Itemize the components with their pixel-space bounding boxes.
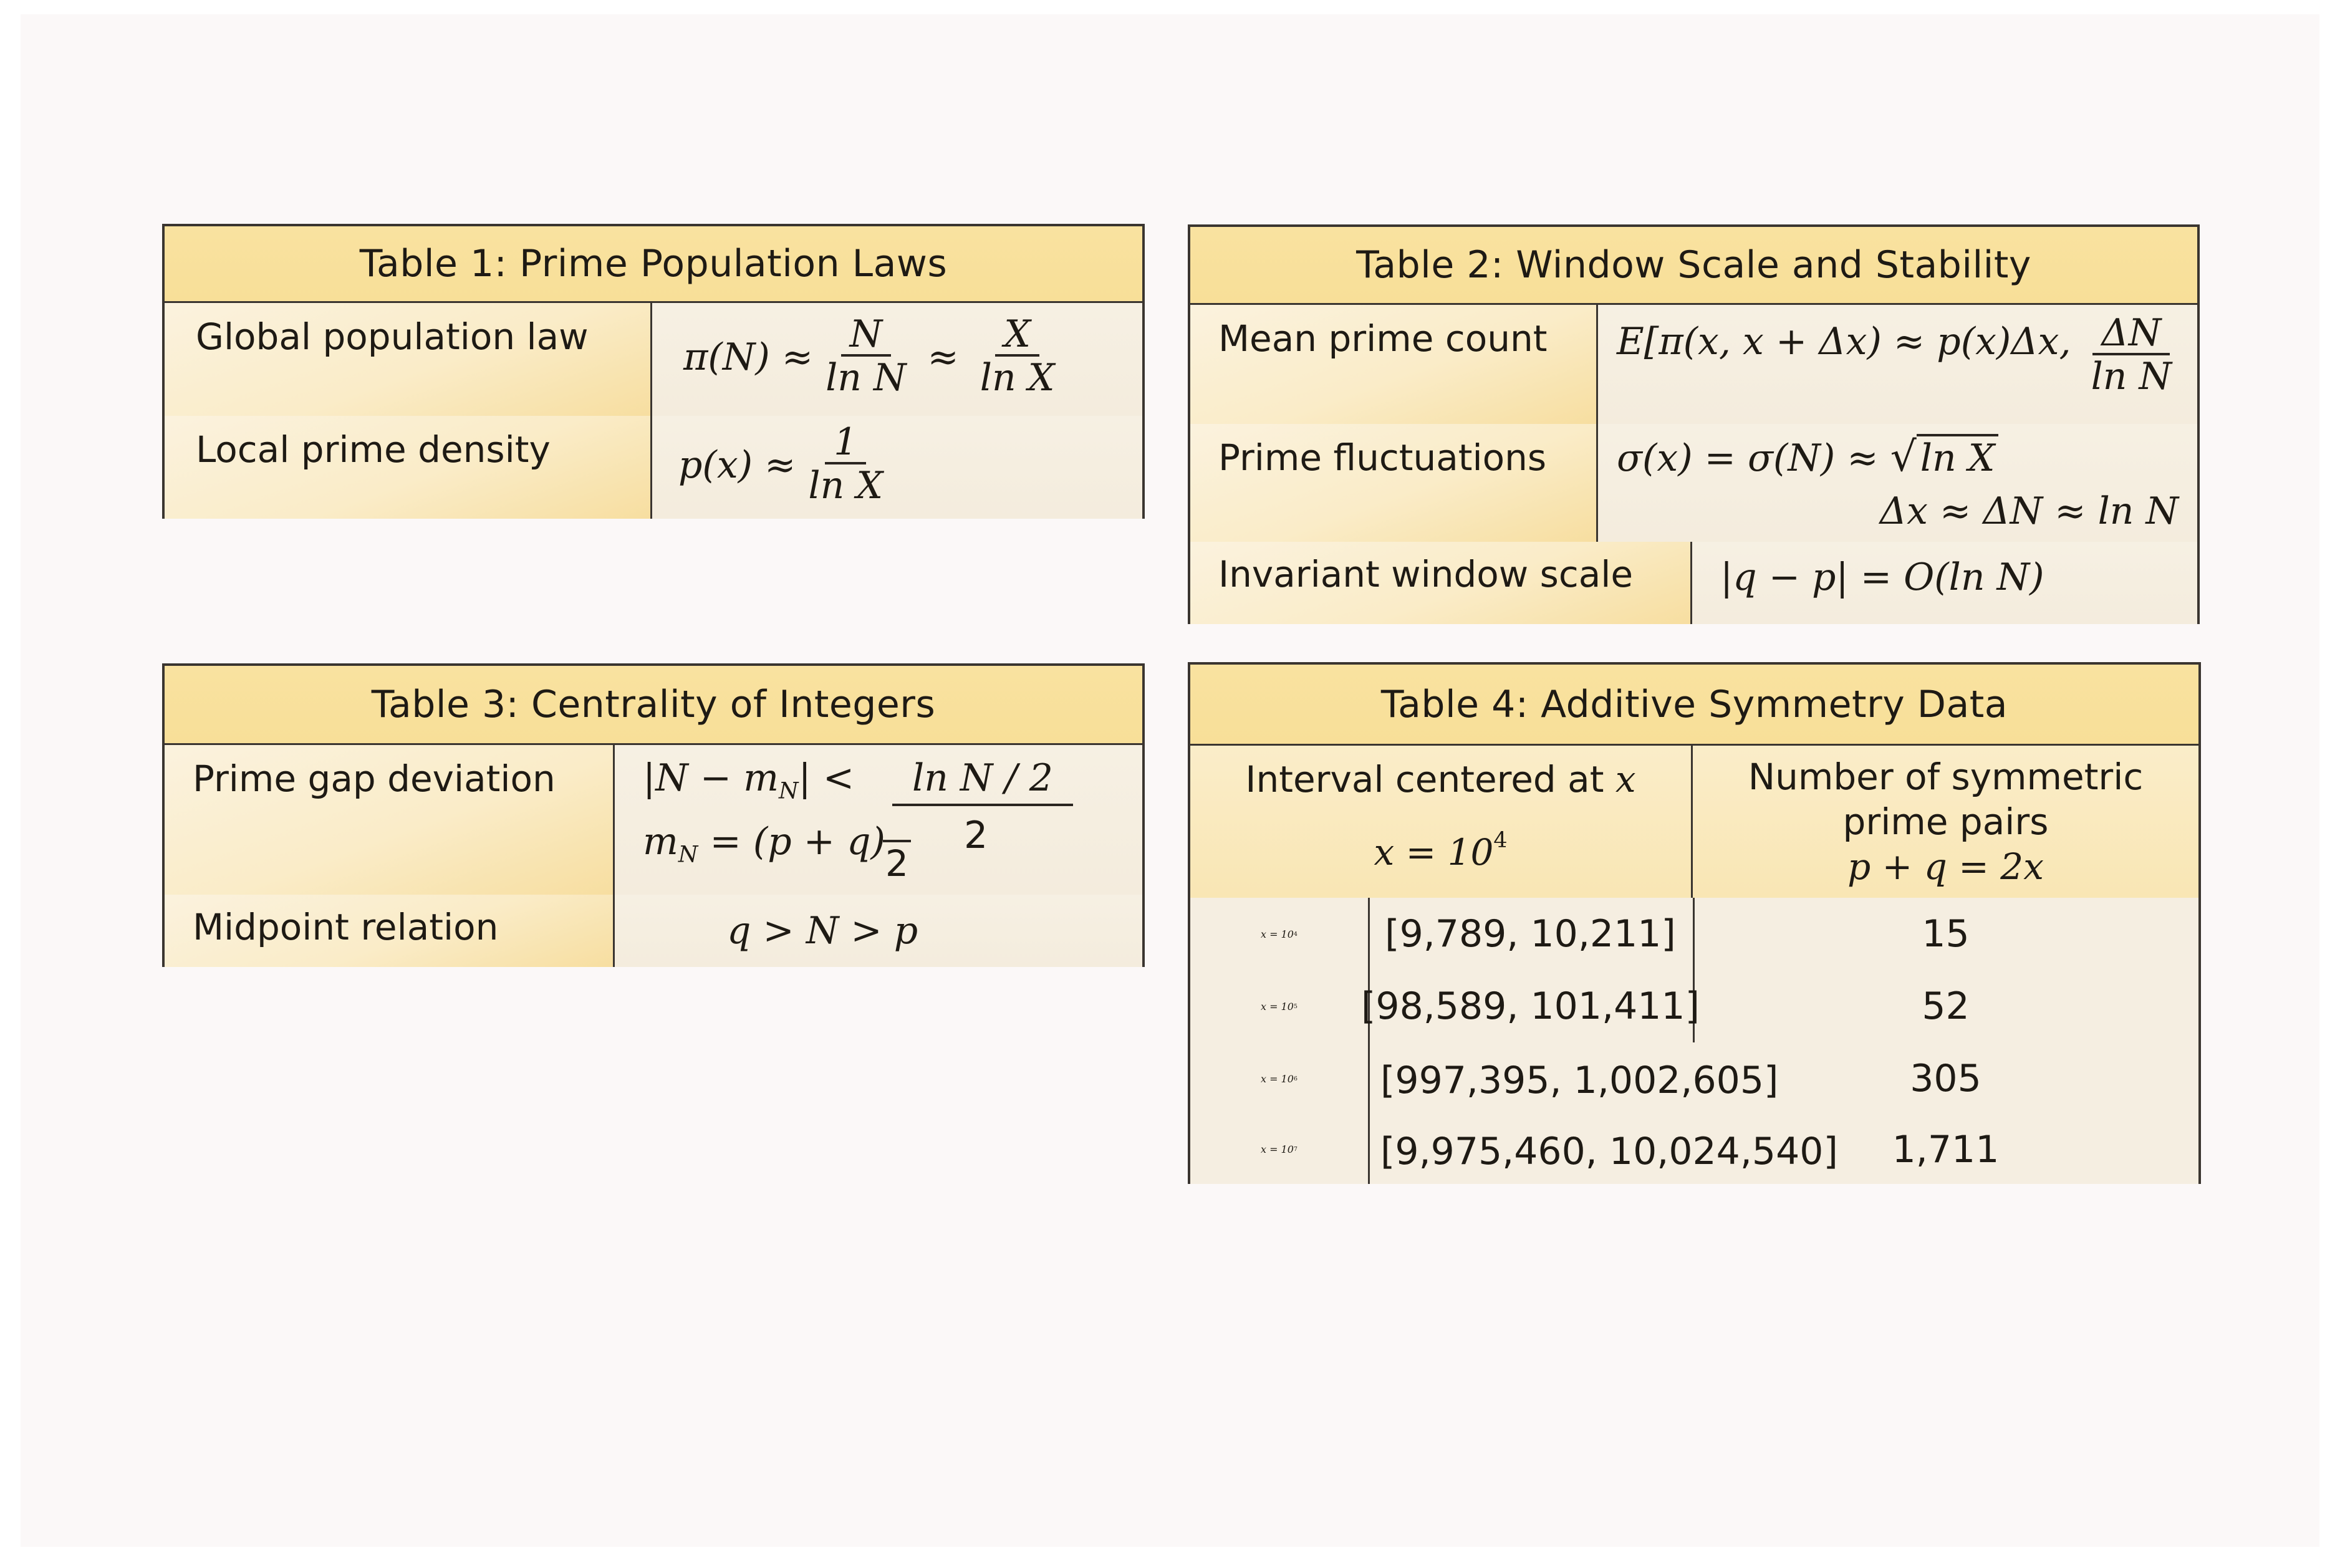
table-title: Table 2: Window Scale and Stability — [1190, 227, 2197, 305]
fraction: $\frac{X}{\text{ln X}}$ — [980, 312, 1055, 400]
row-label-prime-fluctuations: Prime fluctuations — [1190, 424, 1598, 542]
sqrt-icon: √ — [1890, 433, 1917, 481]
column-header-interval: Interval centered at x $x = 10^4$ — [1190, 746, 1693, 898]
table-row: x = 10 6 [997,395, 1,002,605] 305 — [1190, 1042, 2198, 1115]
fraction: $\frac{N}{\text{ln N}}$ — [826, 312, 907, 400]
formula-local-prime-density: p(x) ≈ $\frac{1}{\text{ln X}}$ — [652, 416, 1142, 519]
row-label-mean-prime-count: Mean prime count — [1190, 305, 1598, 424]
row-label-invariant-window-scale: Invariant window scale — [1190, 542, 1692, 624]
table-row: x = 10 4 [9,789, 10,211] 15 — [1190, 898, 2198, 970]
formula-midpoint-relation: q > N > p — [615, 895, 1142, 967]
table-row: x = 10 7 [9,975,460, 10,024,540] 1,711 — [1190, 1115, 2198, 1184]
fraction: $\frac{1}{\text{ln X}}$ — [808, 420, 884, 507]
row-label-midpoint-relation: Midpoint relation — [165, 895, 615, 967]
table-row: x = 10 5 [98,589, 101,411] 52 — [1190, 970, 2198, 1042]
table-title: Table 3: Centrality of Integers — [165, 666, 1142, 745]
formula-global-population-law: π(N) ≈ $\frac{N}{\text{ln N}}$ ≈ $\frac{X}{\text{ln X}}$ — [652, 303, 1142, 416]
table-title: Table 4: Additive Symmetry Data — [1190, 665, 2198, 746]
column-header-symmetric-pairs: Number of symmetric prime pairs p + q = 2x — [1693, 746, 2198, 898]
table-additive-symmetry-data — [1188, 662, 2201, 1184]
table-title-text: Table 1: Prime Population Laws — [359, 242, 948, 286]
table-window-scale-stability — [1188, 224, 2200, 624]
table-title — [165, 226, 1142, 303]
formula-mean-prime-count: E[π(x, x + Δx) ≈ p(x)Δx, $\frac{\Delta N}{\text{ln N}}$ — [1598, 305, 2197, 424]
formula-prime-gap-deviation: $|N - m_N|$ < ln N / 2 2 $m_N = (p + q)$ 2 — [615, 745, 1142, 895]
row-label-prime-gap-deviation: Prime gap deviation — [165, 745, 615, 895]
table-prime-population-laws — [162, 224, 1145, 519]
formula-prime-fluctuations: σ(x) = σ(N) ≈ √ ln X Δx ≈ ΔN ≈ ln N — [1598, 424, 2197, 542]
row-label-global-population-law: Global population law — [165, 303, 652, 416]
fraction: $\frac{\Delta N}{\text{ln N}}$ — [2091, 311, 2172, 398]
row-label-local-prime-density: Local prime density — [165, 416, 652, 519]
table-centrality-of-integers — [162, 663, 1145, 967]
formula-invariant-window-scale: |q − p| = O(ln N) — [1692, 542, 2197, 624]
